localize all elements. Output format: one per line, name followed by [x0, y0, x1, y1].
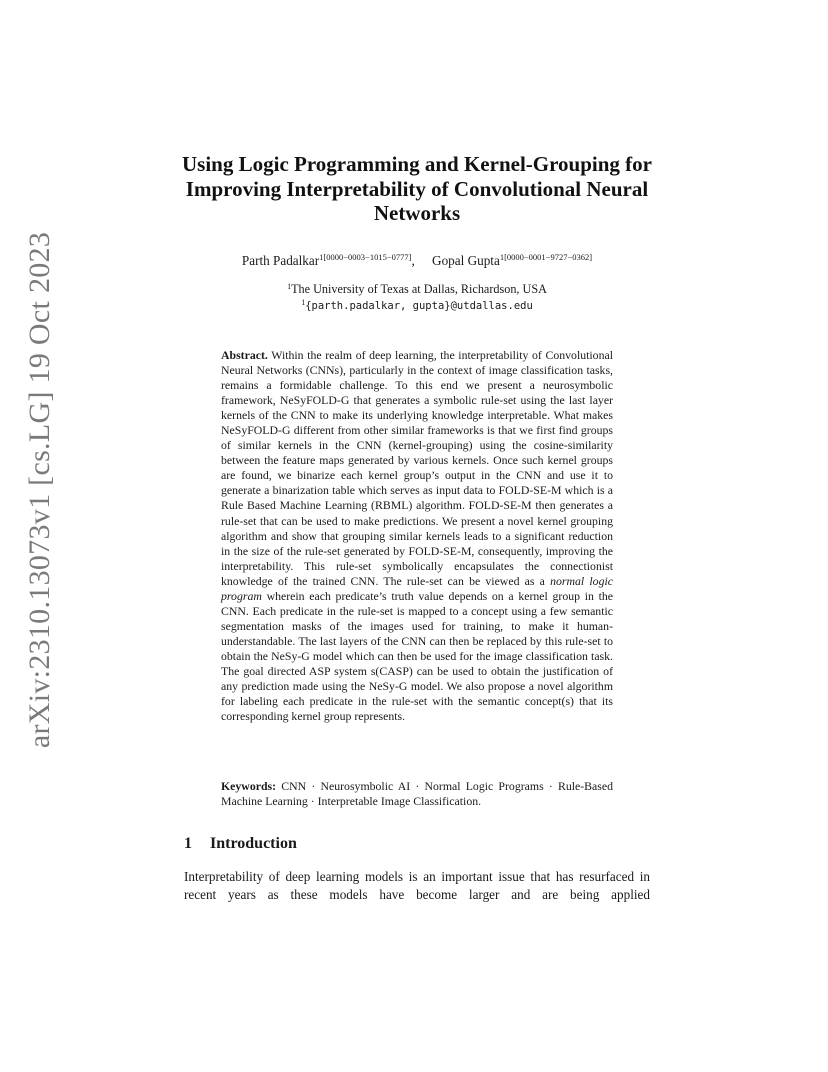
abstract	[221, 348, 613, 724]
section-heading	[184, 834, 297, 854]
section-number: 1	[184, 835, 192, 852]
abstract-label: Abstract.	[221, 348, 268, 362]
keywords-text: CNN · Neurosymbolic AI · Normal Logic Programs · Rule-Based Machine Learning · Interpretable Image Classification.	[221, 779, 614, 809]
author-name: Gopal Gupta	[432, 253, 500, 268]
section-title: Introduction	[210, 835, 297, 852]
arxiv-stamp	[20, 231, 60, 749]
author-mark: 1[0000−0001−9727−0362]	[499, 252, 593, 262]
abstract-text-part-2: wherein each predicate’s truth value depends on a kernel group in the CNN. Each predicate in the rule-set is mapped to a concept using a few semantic segmentation masks of the images used for training, to make it human-understandable. The last layers of the CNN can then be replaced by this rule-set to obtain the NeSy-G model which can then be used for the image classification task. The goal directed ASP system s(CASP) can be used to obtain the justification of any prediction made using the NeSy-G model. We also propose a novel algorithm for labeling each predicate in the rule-set with the semantic concept(s) that its corresponding kernel group represents.	[221, 588, 613, 724]
abstract-italic-term: normal logic program	[221, 573, 613, 603]
keywords	[221, 779, 613, 809]
paper-title: Using Logic Programming and Kernel-Grouping for Improving Interpretability of Convolutional Neural Networks	[182, 152, 652, 225]
keywords-label: Keywords:	[221, 779, 277, 793]
intro-paragraph: Interpretability of deep learning models is an important issue that has resurfaced in recent years as these models have become larger and are being applied	[184, 869, 650, 902]
author-list: Parth Padalkar$^{1[0000-0003-1015-0777]}$, Gopal Gupta$^{1[0000-0001-9727-0362]}$	[241, 252, 593, 268]
affiliation-institution: The University of Texas at Dallas, Richardson, USA	[291, 282, 547, 296]
author-name: Parth Padalkar	[241, 253, 320, 268]
abstract-text-part-1: Within the realm of deep learning, the interpretability of Convolutional Neural Networks (CNNs), particularly in the context of image classification tasks, remains a formidable challenge. To this end we present a neurosymbolic framework, NeSyFOLD-G that generates a symbolic rule-set using the last layer kernels of the CNN to make its underlying knowledge interpretable. What makes NeSyFOLD-G different from other similar frameworks is that we first find groups of similar kernels in the CNN (kernel-grouping) using the cosine-similarity between the feature maps generated by various kernels. Once such kernel groups are found, we binarize each kernel group’s output in the CNN and use it to generate a binarization table which serves as input data to FOLD-SE-M which is a Rule Based Machine Learning (RBML) algorithm. FOLD-SE-M then generates a rule-set that can be used to make predictions. We present a novel kernel grouping algorithm and show that grouping similar kernels leads to a significant reduction in the size of the rule-set generated by FOLD-SE-M, consequently, improving the interpretability. This rule-set symbolically encapsulates the connectionist knowledge of the trained CNN. The rule-set can be viewed as a	[221, 348, 613, 588]
author-mark: 1[0000−0003−1015−0777]	[319, 252, 412, 262]
arxiv-stamp-text: arXiv:2310.13073v1 [cs.LG] 19 Oct 2023	[23, 231, 57, 749]
affiliation-line	[120, 282, 714, 298]
author-email: {parth.padalkar, gupta}@utdallas.edu	[305, 299, 533, 312]
affiliation-block	[120, 282, 714, 314]
affiliation-mark: 1	[287, 282, 292, 291]
email-mark: 1	[301, 297, 306, 307]
email-line	[120, 298, 714, 315]
